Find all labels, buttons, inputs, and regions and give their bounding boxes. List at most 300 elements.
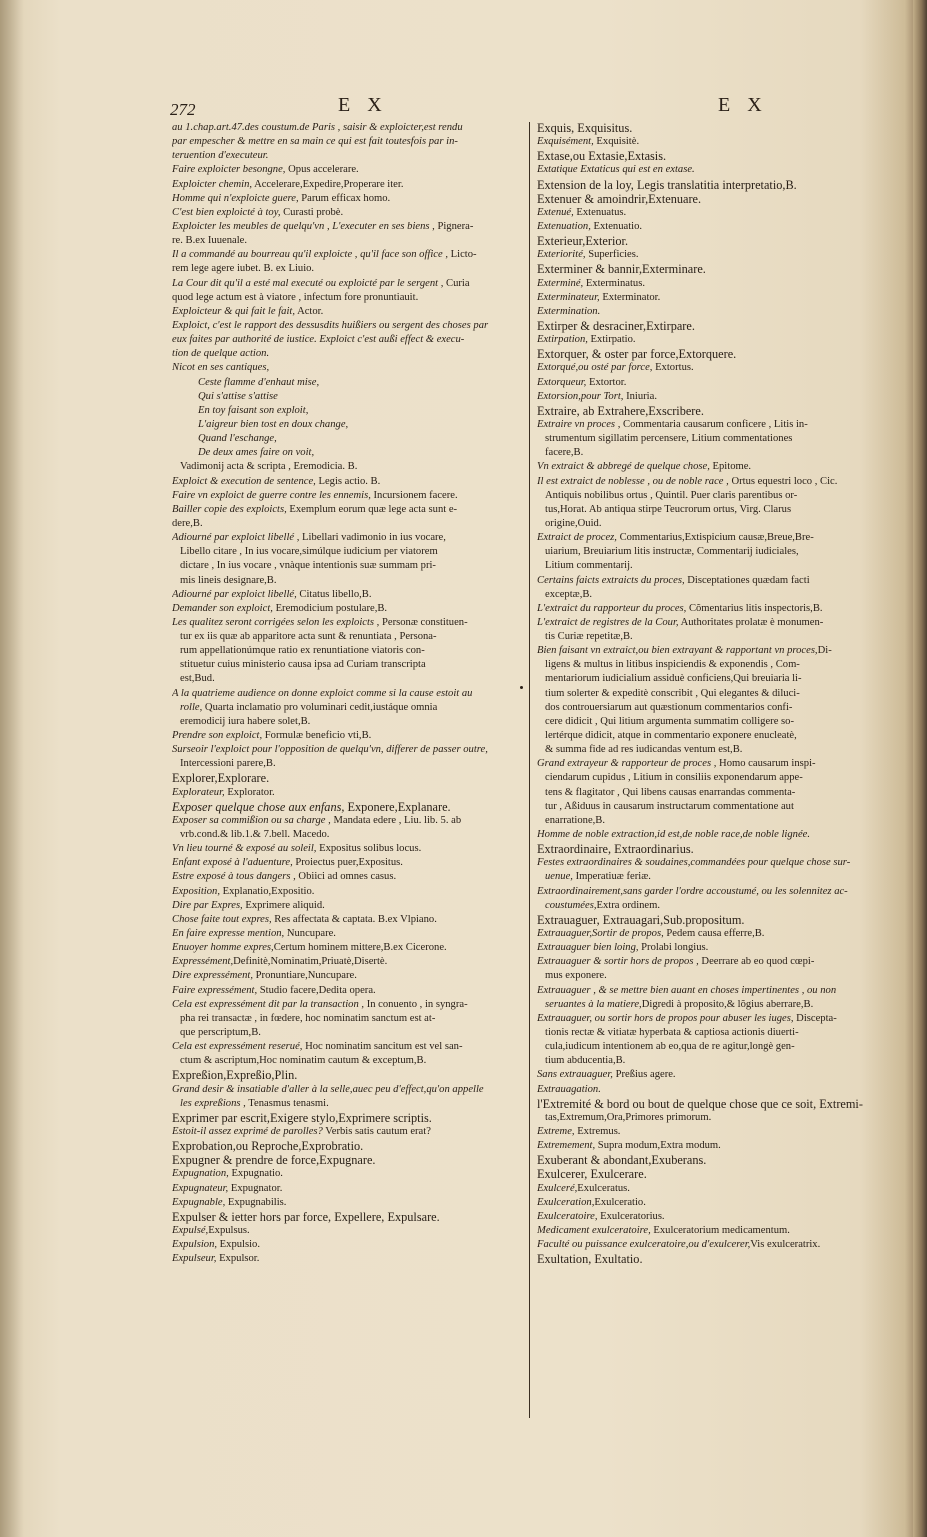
dictionary-line — [537, 771, 881, 785]
dictionary-line — [172, 432, 524, 446]
left-column — [172, 121, 524, 1266]
dictionary-line — [172, 277, 524, 291]
french-text: Exposer sa commißion ou sa charge , — [172, 814, 331, 826]
dictionary-line — [172, 291, 524, 305]
latin-text: rem lege agere iubet. B. ex Liuio. — [172, 263, 315, 275]
dictionary-line — [537, 913, 881, 927]
latin-text: re. B.ex Iuuenale. — [172, 235, 248, 247]
french-text: eux faites par authorité de iustice. Exploict c'est außi effect & execu- — [172, 334, 465, 346]
french-text: Exteriorité, — [537, 249, 586, 261]
french-text: La Cour dit qu'il a esté mal executé ou exploicté par le sergent , — [172, 277, 444, 289]
french-text: Expressément, — [172, 956, 234, 968]
dictionary-line — [172, 192, 524, 206]
latin-text: Exemplum eorum quæ lege acta sunt e- — [286, 503, 458, 515]
latin-text: tis Curiæ repetitæ,B. — [545, 631, 633, 643]
dictionary-line — [172, 885, 524, 899]
latin-text: Exulcerer, Exulcerare. — [537, 1167, 647, 1182]
dictionary-line — [537, 644, 881, 658]
latin-text: Incursionem facere. — [370, 489, 458, 501]
french-text: Grand desir & insatiable d'aller à la selle,auec peu d'effect,qu'on appelle — [172, 1083, 484, 1095]
right-column — [537, 121, 881, 1266]
latin-text: que perscriptum,B. — [180, 1027, 261, 1038]
french-text: Certains faicts extraicts du proces, — [537, 574, 685, 586]
dictionary-line — [172, 460, 524, 474]
latin-text: Vis exulceratrix. — [750, 1239, 821, 1251]
dictionary-line — [172, 602, 524, 616]
latin-text: Extension de la loy, Legis translatitia interpretatio,B. — [537, 177, 797, 192]
latin-text: Prolabi longius. — [638, 942, 709, 954]
latin-text: Expulsor. — [216, 1253, 260, 1265]
latin-text: Tenasmus tenasmi. — [245, 1097, 329, 1109]
latin-text: Cõmentarius litis inspectoris,B. — [686, 602, 823, 614]
french-text: Expugnateur, — [172, 1182, 229, 1194]
dictionary-line — [172, 390, 524, 404]
latin-text: ciendarum cupidus , Litium in consiliis exponendarum appe- — [545, 772, 803, 784]
latin-text: Extenuer & amoindrir,Extenuare. — [537, 191, 702, 206]
dictionary-line — [537, 757, 881, 771]
french-text: Expugnation, — [172, 1168, 229, 1180]
dictionary-line — [172, 1125, 524, 1139]
latin-text: dos controuersiarum aut quæstionum commentarios confi- — [545, 701, 793, 713]
dictionary-line — [537, 630, 881, 644]
latin-text: Extirpatio. — [587, 334, 636, 346]
dictionary-line — [172, 842, 524, 856]
dictionary-line — [537, 149, 881, 163]
dictionary-line — [537, 1125, 881, 1139]
french-text: En faire expresse mention, — [172, 928, 285, 940]
latin-text: Imperatiuæ feriæ. — [572, 871, 651, 883]
dictionary-line — [172, 1040, 524, 1054]
dictionary-line — [172, 729, 524, 743]
dictionary-line — [537, 1097, 881, 1111]
latin-text: Exprimer par escrit,Exigere stylo,Exprimere scriptis. — [172, 1110, 432, 1125]
french-text: Cela est expressément reserué, — [172, 1041, 303, 1053]
dictionary-line — [172, 658, 524, 672]
dictionary-line — [172, 913, 524, 927]
latin-text: Extortus. — [652, 362, 694, 374]
dictionary-line — [537, 1210, 881, 1224]
latin-text: pha rei transactæ , in fœdere, hoc nominatim sanctum est at- — [180, 1012, 436, 1024]
french-text: Exterminé, — [537, 277, 584, 289]
dictionary-line — [537, 475, 881, 489]
dictionary-line — [172, 178, 524, 192]
french-text: Extraict de procez, — [537, 532, 617, 544]
dictionary-line — [172, 220, 524, 234]
latin-text: Opus accelerare. — [285, 164, 359, 176]
latin-text: Intercessioni parere,B. — [180, 758, 276, 770]
french-text: Extorsion,pour Tort, — [537, 390, 624, 402]
french-text: Expulsé, — [172, 1224, 209, 1236]
dictionary-line — [172, 376, 524, 390]
latin-text: Exquis, Exquisitus. — [537, 121, 633, 135]
latin-text: Accelerare,Expedire,Properare iter. — [252, 178, 404, 190]
latin-text: Exterminatus. — [583, 277, 645, 289]
french-text: Medicament exulceratoire, — [537, 1224, 651, 1236]
french-text: Exposition, — [172, 885, 220, 897]
dictionary-line — [537, 262, 881, 276]
latin-text: Extraordinaire, Extraordinarius. — [537, 842, 694, 857]
latin-text: In conuento , in syngra- — [364, 998, 468, 1010]
french-text: Extirpation, — [537, 334, 588, 346]
latin-text: Exponere,Explanare. — [344, 799, 451, 814]
french-text: Extraire vn proces , — [537, 418, 621, 430]
dictionary-line — [172, 687, 524, 701]
dictionary-line — [537, 856, 881, 870]
dictionary-line — [537, 899, 881, 913]
latin-text: quod lege actum est à viatore , infectum fore pronuntiauit. — [172, 291, 419, 303]
latin-text: Explorator. — [224, 786, 275, 798]
dictionary-line — [172, 559, 524, 573]
french-text: L'extraict du rapporteur du proces, — [537, 602, 687, 614]
french-text: Exploict & execution de sentence, — [172, 475, 316, 487]
french-text: rolle, — [180, 701, 203, 713]
french-text: L'aigreur bien tost en doux change, — [198, 418, 349, 430]
dictionary-line — [537, 1139, 881, 1153]
dictionary-line — [172, 489, 524, 503]
dictionary-line — [537, 460, 881, 474]
latin-text: Extrauaguer, Extrauagari,Sub.propositum. — [537, 912, 745, 927]
french-text: Exposer quelque chose aux enfans, — [172, 799, 345, 814]
french-text: C'est bien exploicté à toy, — [172, 206, 281, 218]
latin-text: Pronuntiare,Nuncupare. — [253, 970, 357, 982]
dictionary-line — [537, 1153, 881, 1167]
latin-text: Expulser & ietter hors par force, Expellere, Expulsare. — [172, 1209, 440, 1224]
latin-text: Obiici ad omnes casus. — [295, 871, 397, 883]
dictionary-line — [537, 531, 881, 545]
latin-text: tur ex iis quæ ab apparitore acta sunt & renuntiata , Persona- — [180, 631, 437, 643]
latin-text: Expositus solibus locus. — [316, 843, 422, 855]
dictionary-line — [172, 1196, 524, 1210]
french-text: Extreme, — [537, 1125, 575, 1137]
dictionary-line — [537, 1182, 881, 1196]
latin-text: Licto- — [448, 249, 477, 261]
dictionary-line — [537, 1111, 881, 1125]
dictionary-line — [172, 998, 524, 1012]
dictionary-line — [537, 574, 881, 588]
latin-text: Pignera- — [434, 220, 474, 232]
dictionary-line — [537, 1224, 881, 1238]
latin-text: ligens & multus in litibus inspiciendis & exponendis , Com- — [545, 659, 800, 671]
dictionary-line — [537, 1040, 881, 1054]
french-text: Extrauaguer , & se mettre bien auant en choses impertinentes , ou non — [537, 984, 837, 996]
dictionary-line — [537, 927, 881, 941]
dictionary-line — [537, 885, 881, 899]
latin-text: Exprimere aliquid. — [242, 899, 325, 911]
french-text: Homme de noble extraction,id est,de noble race,de noble lignée. — [537, 829, 811, 841]
latin-text: dictare , In ius vocare , vnàque intentionis suæ summam pri- — [180, 560, 436, 572]
dictionary-line — [537, 503, 881, 517]
dictionary-line — [537, 376, 881, 390]
dictionary-line — [537, 163, 881, 177]
dictionary-line — [537, 1252, 881, 1266]
french-text: Dire expressément, — [172, 970, 253, 982]
french-text: Festes extraordinaires & soudaines,commandées pour quelque chose sur- — [537, 857, 851, 869]
french-text: Estoit-il assez exprimé de parolles? — [172, 1125, 323, 1137]
french-text: Adiourné par exploict libellé, — [172, 588, 297, 600]
latin-text: Expugnator. — [228, 1182, 283, 1194]
french-text: Nicot en ses cantiques, — [172, 362, 270, 374]
latin-text: Homo causarum inspi- — [716, 758, 816, 770]
dictionary-line — [537, 984, 881, 998]
running-head-right: E X — [718, 94, 768, 116]
dictionary-line — [537, 658, 881, 672]
latin-text: Preßius agere. — [612, 1069, 676, 1081]
latin-text: uiarium, Breuiarium litis instructæ, Commentarij iudiciales, — [545, 546, 799, 558]
dictionary-line — [172, 715, 524, 729]
dictionary-line — [537, 715, 881, 729]
dictionary-line — [537, 135, 881, 149]
dictionary-line — [537, 969, 881, 983]
dictionary-line — [172, 475, 524, 489]
dictionary-line — [537, 347, 881, 361]
dictionary-line — [537, 828, 881, 842]
latin-text: tus,Horat. Ab antiqua stirpe Teucrorum ortus, Virg. Clarus — [545, 503, 792, 515]
french-text: Vn extraict & abbregé de quelque chose, — [537, 461, 710, 473]
latin-text: Libellari vadimonio in ius vocare, — [299, 532, 446, 544]
dictionary-line — [172, 743, 524, 757]
french-text: tion de quelque action. — [172, 348, 270, 360]
latin-text: mus exponere. — [545, 970, 607, 982]
latin-text: Extorquer, & oster par force,Extorquere. — [537, 347, 737, 362]
dictionary-line — [537, 786, 881, 800]
latin-text: Libello citare , In ius vocare,simúlque iudicium per viatorem — [180, 546, 438, 558]
dictionary-line — [537, 1026, 881, 1040]
french-text: A la quatrieme audience on donne exploict comme si la cause estoit au — [172, 687, 473, 699]
dictionary-line — [537, 404, 881, 418]
dictionary-line — [537, 446, 881, 460]
latin-text: tas,Extremum,Ora,Primores primorum. — [545, 1111, 712, 1123]
latin-text: Expugner & prendre de force,Expugnare. — [172, 1153, 376, 1168]
dictionary-line — [172, 757, 524, 771]
french-text: Faculté ou puissance exulceratoire,ou d'exulcerer, — [537, 1239, 751, 1251]
french-text: Dire par Expres, — [172, 899, 243, 911]
latin-text: Extase,ou Extasie,Extasis. — [537, 149, 667, 164]
dictionary-line — [172, 630, 524, 644]
latin-text: Exulceratorium medicamentum. — [650, 1224, 790, 1236]
dictionary-line — [172, 1167, 524, 1181]
dictionary-line — [537, 842, 881, 856]
latin-text: cere didicit , Qui litium argumenta summatim colligere so- — [545, 715, 794, 727]
latin-text: Explorer,Explorare. — [172, 771, 270, 786]
page-number: 272 — [170, 100, 196, 119]
latin-text: Expreßion,Expreßio,Plin. — [172, 1068, 298, 1083]
dictionary-line — [537, 602, 881, 616]
latin-text: Deerrare ab eo quod cœpi- — [698, 956, 815, 968]
latin-text: Exulceratio. — [594, 1196, 646, 1208]
dictionary-line — [537, 743, 881, 757]
dictionary-line — [172, 1111, 524, 1125]
french-text: Homme qui n'exploicte guere, — [172, 192, 299, 204]
french-text: De deux ames faire on voit, — [198, 447, 315, 459]
dictionary-line — [172, 1097, 524, 1111]
french-text: Expulsion, — [172, 1239, 218, 1251]
french-text: uenue, — [545, 871, 573, 883]
dictionary-line — [537, 1083, 881, 1097]
dictionary-line — [537, 333, 881, 347]
dictionary-line — [172, 347, 524, 361]
dictionary-line — [172, 1238, 524, 1252]
dictionary-line — [172, 234, 524, 248]
dictionary-line — [172, 531, 524, 545]
dictionary-line — [172, 248, 524, 262]
dictionary-line — [172, 1252, 524, 1266]
french-text: Grand extrayeur & rapporteur de proces , — [537, 758, 717, 770]
dictionary-line — [172, 856, 524, 870]
dictionary-line — [172, 969, 524, 983]
latin-text: Extenuatio. — [590, 220, 643, 232]
dictionary-line — [537, 687, 881, 701]
dictionary-line — [537, 616, 881, 630]
french-text: Quand l'eschange, — [198, 433, 277, 445]
french-text: Extatique Extaticus qui est en extase. — [537, 164, 695, 176]
dictionary-line — [172, 1182, 524, 1196]
french-text: Extermination. — [537, 305, 601, 317]
dictionary-line — [172, 361, 524, 375]
french-text: Surseoir l'exploict pour l'opposition de quelqu'vn, differer de passer outre, — [172, 744, 488, 756]
latin-text: Formulæ beneficio vti,B. — [262, 730, 372, 742]
dictionary-line — [172, 206, 524, 220]
latin-text: l'Extremité & bord ou bout de quelque chose que ce soit, Extremi- — [537, 1096, 863, 1111]
dictionary-line — [537, 955, 881, 969]
latin-text: Expugnatio. — [228, 1168, 283, 1180]
dictionary-line — [172, 135, 524, 149]
dictionary-line — [537, 941, 881, 955]
latin-text: enarratione,B. — [545, 814, 606, 826]
latin-text: Commentarius,Extispicium causæ,Breue,Bre- — [616, 532, 814, 544]
french-text: par empescher & mettre en sa main ce qui est fait toutesfois par in- — [172, 136, 458, 148]
latin-text: Curia — [443, 277, 470, 289]
french-text: Exulceratoire, — [537, 1210, 598, 1222]
dictionary-line — [172, 1139, 524, 1153]
french-text: Expugnable, — [172, 1196, 226, 1208]
dictionary-line — [172, 305, 524, 319]
dictionary-line — [172, 828, 524, 842]
dictionary-line — [172, 1026, 524, 1040]
dictionary-line — [537, 729, 881, 743]
latin-text: Mandata edere , Liu. lib. 5. ab — [330, 814, 462, 826]
dictionary-line — [172, 984, 524, 998]
french-text: Extrauaguer & sortir hors de propos , — [537, 956, 699, 968]
french-text: Demander son exploict, — [172, 602, 273, 614]
latin-text: facere,B. — [545, 447, 584, 459]
dictionary-line — [537, 701, 881, 715]
latin-text: Legis actio. B. — [315, 475, 381, 487]
latin-text: Curasti probè. — [280, 206, 344, 218]
french-text: Extrauaguer, ou sortir hors de propos pour abuser les iuges, — [537, 1012, 794, 1024]
dictionary-line — [172, 644, 524, 658]
french-text: Qui s'attise s'attise — [198, 390, 278, 402]
dictionary-line — [537, 206, 881, 220]
dictionary-line — [537, 390, 881, 404]
dictionary-line — [172, 899, 524, 913]
latin-text: Ortus equestri loco , Cic. — [728, 475, 838, 487]
dictionary-line — [537, 220, 881, 234]
french-text: teruention d'executeur. — [172, 150, 269, 162]
latin-text: Extremus. — [574, 1125, 621, 1137]
french-text: Explorateur, — [172, 786, 225, 798]
dictionary-line — [537, 1012, 881, 1026]
french-text: coustumées, — [545, 899, 597, 911]
french-text: Exploicter les meubles de quelqu'vn , L'executer en ses biens , — [172, 220, 435, 232]
french-text: les expreßions , — [180, 1097, 246, 1109]
dictionary-line — [537, 248, 881, 262]
latin-text: Extortor. — [586, 376, 627, 388]
dictionary-line — [172, 1012, 524, 1026]
dictionary-line — [172, 503, 524, 517]
dictionary-line — [172, 588, 524, 602]
dictionary-line — [172, 446, 524, 460]
latin-text: mentariorum iudicialium assiduè conficiens,Qui breuiaria li- — [545, 673, 802, 685]
latin-text: Exprobation,ou Reproche,Exprobratio. — [172, 1139, 364, 1154]
dictionary-line — [172, 517, 524, 531]
latin-text: Extirper & desraciner,Extirpare. — [537, 318, 695, 333]
dictionary-line — [537, 559, 881, 573]
latin-text: Exulceratorius. — [597, 1210, 665, 1222]
dictionary-line — [172, 1054, 524, 1068]
latin-text: Exulceratus. — [577, 1182, 630, 1194]
french-text: Exquisément, — [537, 136, 594, 148]
dictionary-line — [537, 814, 881, 828]
latin-text: Di- — [817, 645, 832, 657]
french-text: Estre exposé à tous dangers , — [172, 871, 296, 883]
dictionary-line — [172, 616, 524, 630]
dictionary-line — [172, 941, 524, 955]
latin-text: Vadimonij acta & scripta , Eremodicia. B. — [180, 461, 358, 473]
french-text: au 1.chap.art.47.des coustum.de Paris , saisir & exploicter,est rendu — [172, 122, 463, 133]
latin-text: stituetur cuius ministerio causa ipsa ad Curiam transcripta — [180, 659, 426, 671]
latin-text: Proiectus puer,Expositus. — [292, 857, 403, 869]
latin-text: Eremodicium postulare,B. — [272, 602, 388, 614]
latin-text: strumentum sigillatim percensere, Litium commentationes — [545, 433, 793, 445]
french-text: Extorqueur, — [537, 376, 587, 388]
dictionary-line — [172, 1068, 524, 1082]
french-text: Extrauaguer,Sortir de propos, — [537, 928, 664, 940]
latin-text: tens & flagitator , Qui libens causas enarrandas commenta- — [545, 786, 796, 798]
dictionary-line — [537, 1167, 881, 1181]
latin-text: exceptæ,B. — [545, 588, 593, 600]
french-text: Exploicter chemin, — [172, 178, 253, 190]
french-text: Prendre son exploict, — [172, 730, 263, 742]
dictionary-line — [537, 672, 881, 686]
latin-text: tur , Aßiduus in causarum instructarum commentatione aut — [545, 800, 794, 812]
french-text: Exulceré, — [537, 1182, 578, 1194]
latin-text: Nuncupare. — [284, 928, 336, 940]
dictionary-line — [537, 1238, 881, 1252]
french-text: Il est extraict de noblesse , ou de noble race , — [537, 475, 729, 487]
french-text: Extremement, — [537, 1140, 596, 1152]
latin-text: Exuberant & abondant,Exuberans. — [537, 1153, 707, 1168]
latin-text: Expulsus. — [208, 1224, 250, 1236]
latin-text: Antiquis nobilibus ortus , Quintil. Puer claris parentibus or- — [545, 489, 798, 501]
dictionary-line — [172, 927, 524, 941]
latin-text: Authoritates prolatæ è monumen- — [678, 616, 824, 628]
latin-text: tionis rectæ & vitiatæ hyperbata & captiosa actionis diuerti- — [545, 1027, 799, 1038]
latin-text: vrb.cond.& lib.1.& 7.bell. Macedo. — [180, 829, 330, 841]
french-text: Extenuation, — [537, 220, 591, 232]
latin-text: Explanatio,Expositio. — [219, 885, 315, 897]
french-text: En toy faisant son exploit, — [198, 404, 309, 416]
latin-text: Hoc nominatim sancitum est vel san- — [302, 1041, 463, 1053]
latin-text: Extra ordinem. — [596, 899, 661, 911]
latin-text: Actor. — [295, 305, 324, 317]
french-text: Extenué, — [537, 206, 574, 218]
dictionary-line — [537, 432, 881, 446]
dictionary-line — [537, 361, 881, 375]
dictionary-line — [537, 998, 881, 1012]
column-divider — [529, 122, 530, 1418]
dictionary-line — [537, 305, 881, 319]
latin-text: Definitè,Nominatim,Priuatè,Disertè. — [233, 956, 388, 968]
